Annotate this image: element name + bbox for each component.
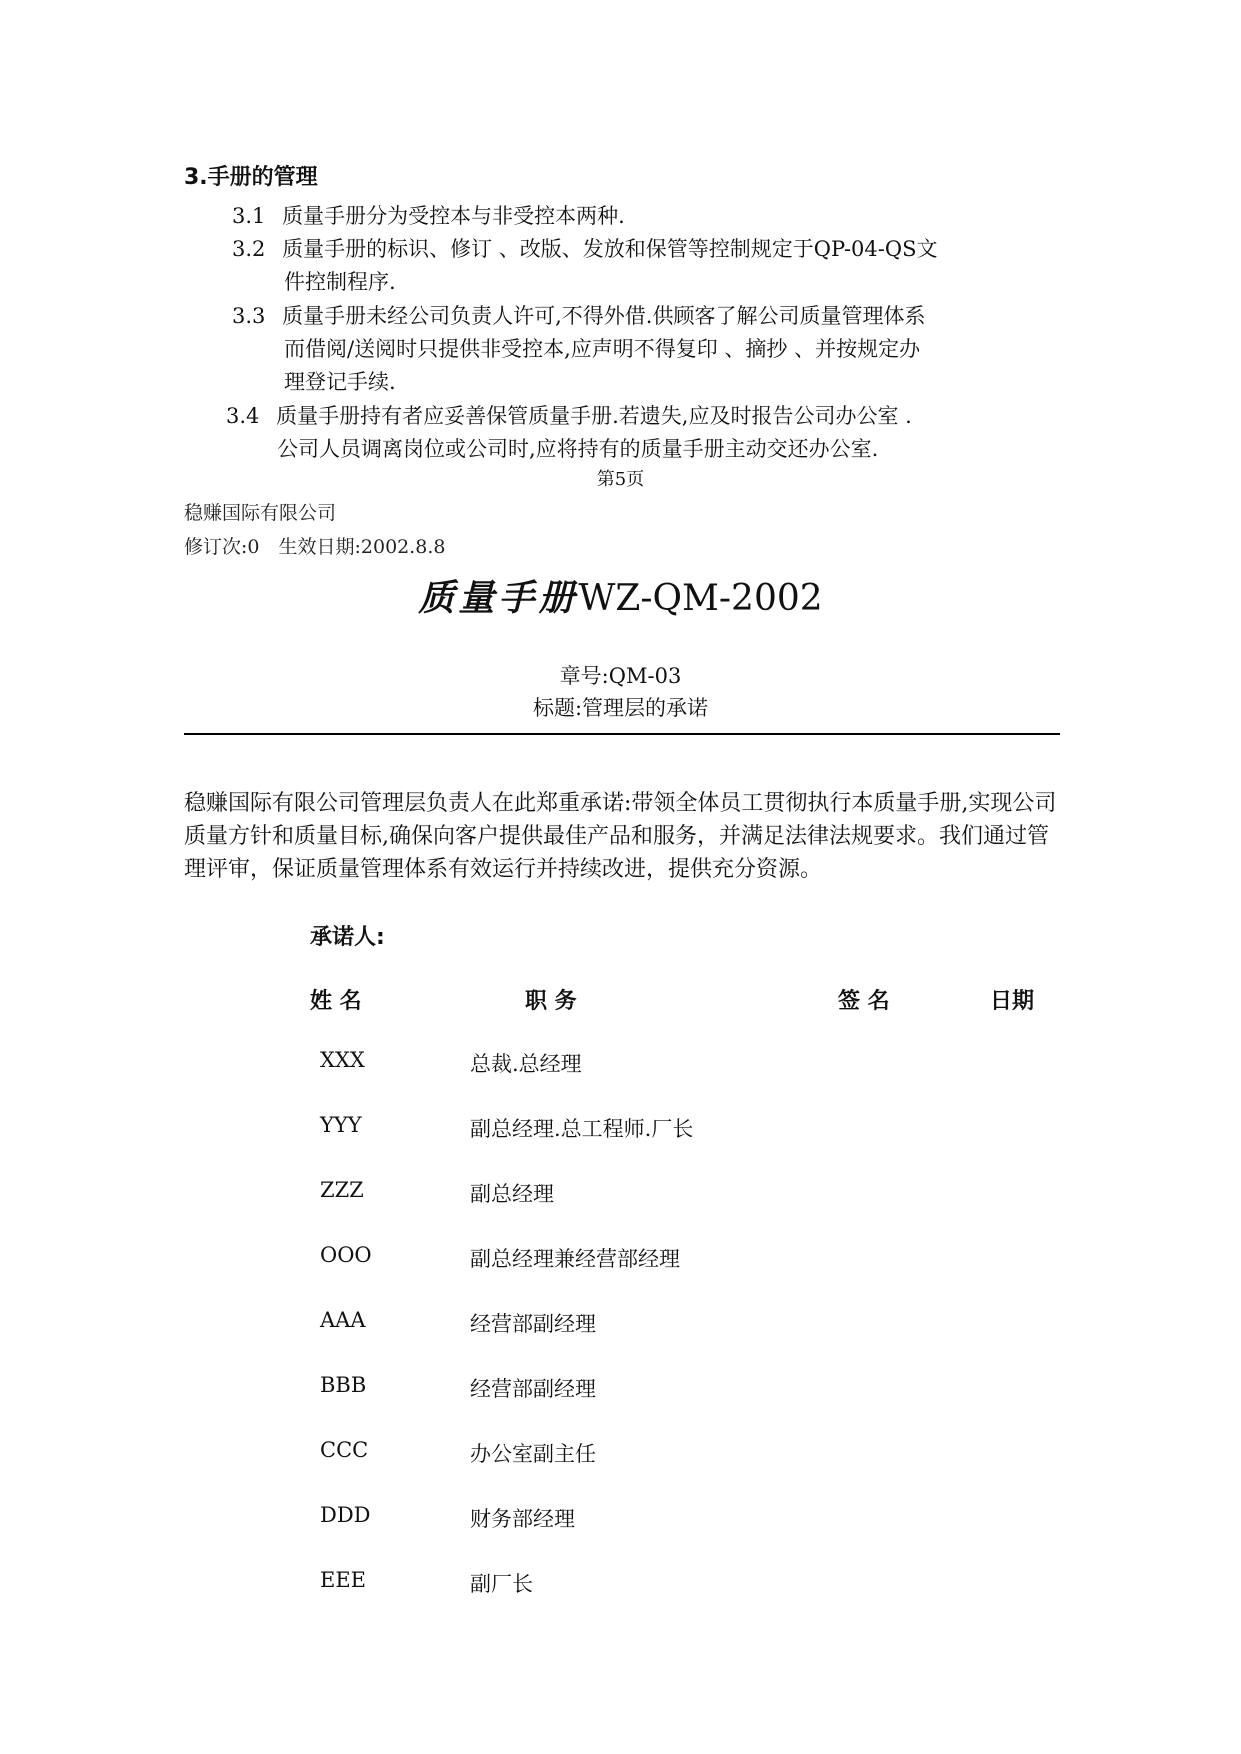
manual-title-code: WZ-QM-2002: [578, 578, 823, 619]
clause-number: 3.4: [226, 404, 260, 428]
clause-line: 而借阅/送阅时只提供非受控本,应声明不得复印 、摘抄 、并按规定办: [284, 337, 921, 361]
clause-3-3: [232, 300, 925, 333]
column-header-date: 日期: [990, 989, 1035, 1014]
table-row-name: CCC: [320, 1438, 369, 1462]
clause-line: 件控制程序.: [284, 270, 396, 294]
table-row-position: 副总经理.总工程师.厂长: [470, 1117, 694, 1141]
clause-number: 3.1: [232, 204, 266, 228]
table-row-name: XXX: [320, 1048, 365, 1072]
manual-title-cn: 质量手册: [418, 577, 579, 619]
manual-title: [0, 570, 1241, 621]
table-row-name: YYY: [320, 1113, 362, 1137]
table-row-name: ZZZ: [320, 1178, 364, 1202]
table-row-name: EEE: [320, 1568, 366, 1592]
column-header-name: 姓 名: [310, 989, 362, 1014]
table-row-name: BBB: [320, 1373, 367, 1397]
clause-line: 公司人员调离岗位或公司时,应将持有的质量手册主动交还办公室.: [277, 437, 879, 461]
revision-info: 修订次:0 生效日期:2002.8.8: [184, 536, 446, 558]
promiser-label: 承诺人:: [310, 925, 385, 950]
header-divider: [184, 733, 1060, 735]
table-row-name: AAA: [320, 1308, 366, 1332]
clause-line: 质量手册未经公司负责人许可,不得外借.供顾客了解公司质量管理体系: [282, 304, 926, 328]
table-row-position: 副厂长: [470, 1572, 533, 1596]
clause-line: 质量手册分为受控本与非受控本两种.: [282, 204, 625, 228]
clause-line: 质量手册的标识、修订 、改版、发放和保管等控制规定于QP-04-QS文: [282, 237, 938, 261]
table-row-position: 经营部副经理: [470, 1312, 596, 1336]
table-row-name: OOO: [320, 1243, 372, 1267]
table-row-position: 财务部经理: [470, 1507, 575, 1531]
clause-line: 理登记手续.: [284, 370, 396, 394]
commitment-text: 稳赚国际有限公司管理层负责人在此郑重承诺:带领全体员工贯彻执行本质量手册,实现公司质量方针和质量目标,确保向客户提供最佳产品和服务，并满足法律法规要求。我们通过管理评审，保证质量管理体系有效运行并持续改进，提供充分资源。: [184, 791, 1057, 882]
clause-3-4: [226, 400, 912, 433]
table-row-position: 经营部副经理: [470, 1377, 596, 1401]
clause-3-2: [232, 233, 937, 266]
column-header-signature: 签 名: [838, 989, 890, 1014]
chapter-number: 章号:QM-03: [559, 664, 682, 688]
column-header-position: 职 务: [525, 989, 577, 1014]
table-row-position: 总裁.总经理: [470, 1052, 582, 1076]
clause-line: 质量手册持有者应妥善保管质量手册.若遗失,应及时报告公司办公室 .: [276, 404, 912, 428]
table-row-position: 办公室副主任: [470, 1442, 596, 1466]
company-name: 稳赚国际有限公司: [184, 502, 337, 524]
clause-3-1: [232, 200, 625, 233]
table-row-name: DDD: [320, 1503, 371, 1527]
table-row-position: 副总经理: [470, 1182, 554, 1206]
clause-number: 3.3: [232, 304, 266, 328]
section-heading: 标题:管理层的承诺: [532, 696, 709, 720]
section-title: 3.手册的管理: [184, 165, 318, 190]
page-number: 第5页: [596, 469, 645, 490]
clause-number: 3.2: [232, 237, 266, 261]
table-row-position: 副总经理兼经营部经理: [470, 1247, 680, 1271]
